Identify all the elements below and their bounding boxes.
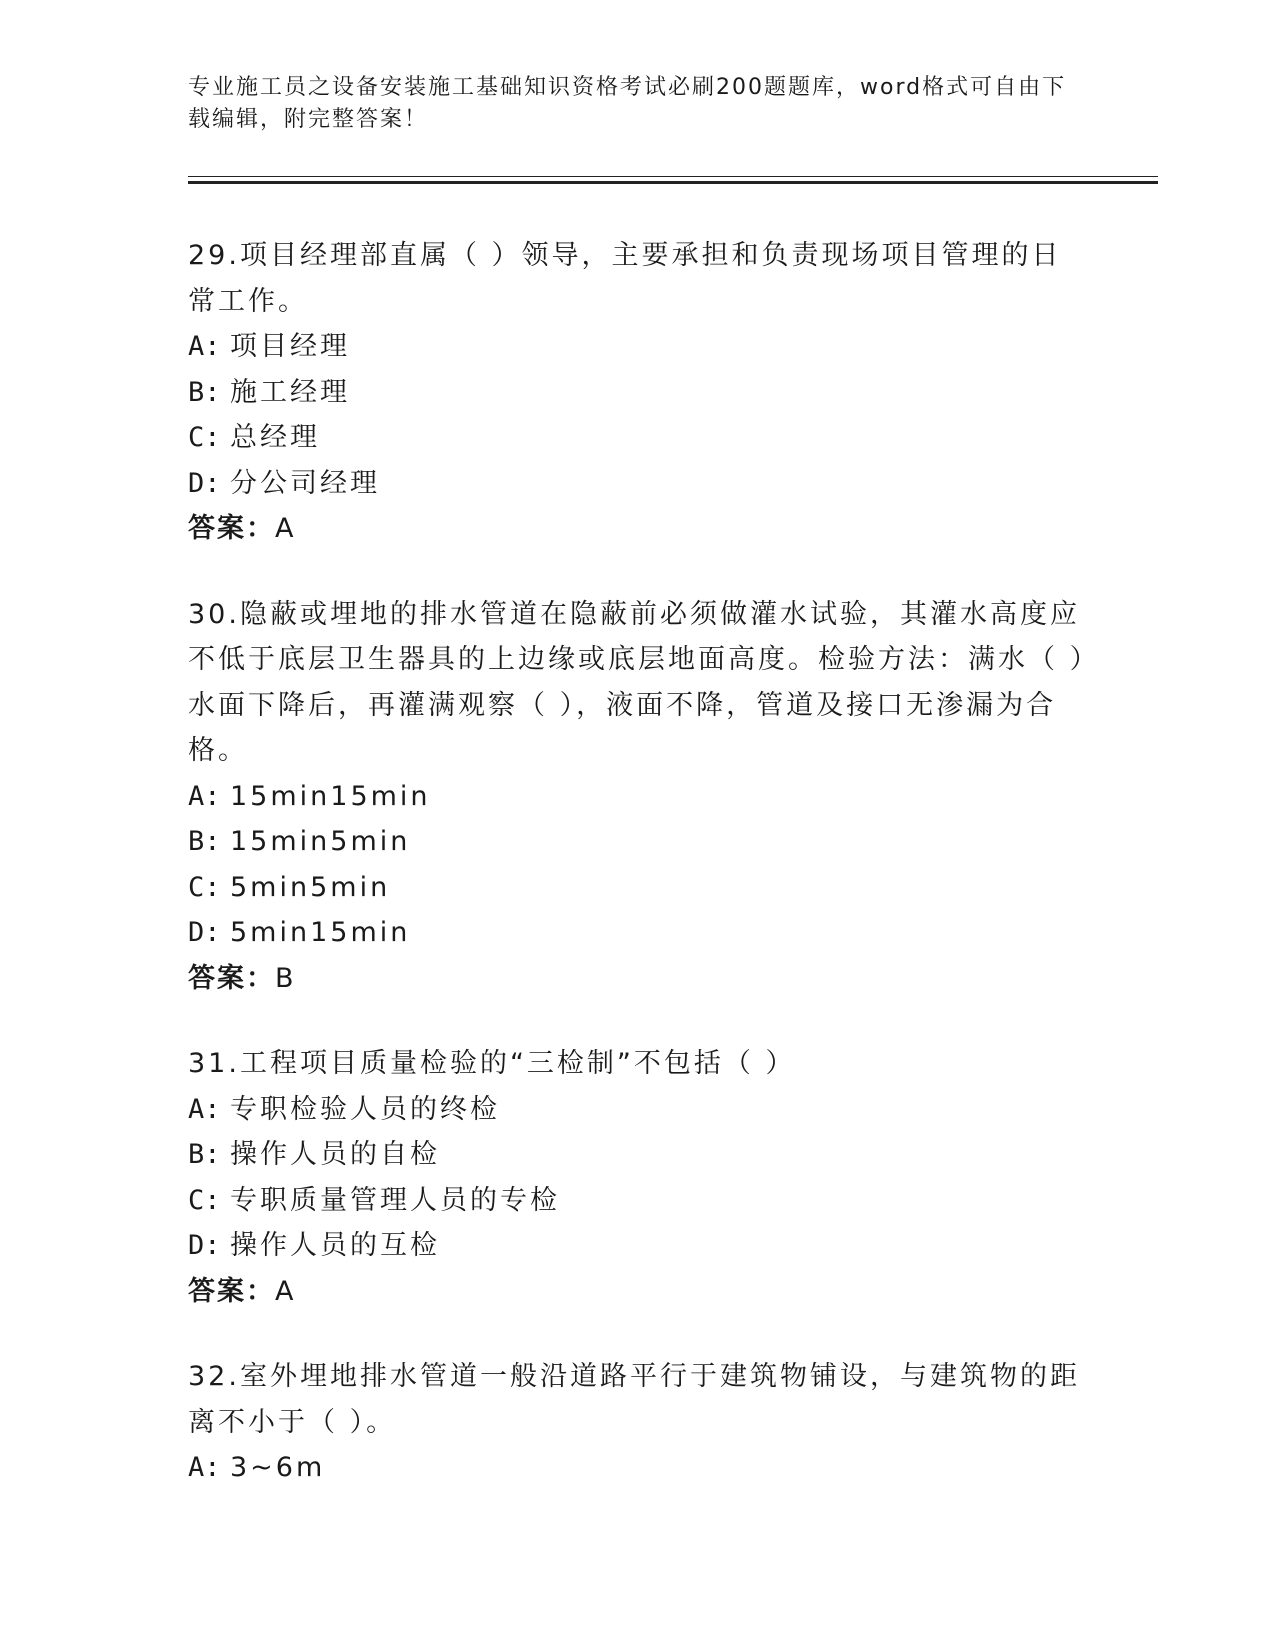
option-a [188,324,1088,370]
option-c [188,1178,1088,1224]
option-letter: A: [188,1093,221,1125]
option-value: 总经理 [230,422,320,453]
option-letter: C: [188,422,221,453]
question-text: 31.工程项目质量检验的“三检制”不包括（ ） [188,1048,796,1079]
option-d [188,461,1088,507]
option-letter: D: [188,467,221,499]
answer-separator: ： [246,962,275,994]
option-value: 项目经理 [230,331,350,362]
header-title: 专业施工员之设备安装施工基础知识资格考试必刷200题题库，word格式可自由下载编辑，附完整答案！ [188,75,1067,132]
option-value: 操作人员的自检 [230,1139,440,1170]
option-b [188,819,1088,865]
option-c [188,865,1088,911]
option-value: 15min5min [230,826,411,857]
answer-value: A [275,1275,296,1307]
option-a [188,1087,1088,1133]
option-value: 3~6m [230,1452,326,1483]
answer-line [188,506,1088,552]
header-divider-thin [188,176,1158,177]
option-a [188,774,1088,820]
page-header [188,72,1068,136]
question-text: 29.项目经理部直属（ ）领导，主要承担和负责现场项目管理的日常工作。 [188,240,1062,317]
option-b [188,370,1088,416]
option-value: 专职质量管理人员的专检 [230,1184,560,1216]
question-32 [188,1354,1088,1491]
answer-value: B [275,962,296,994]
answer-label: 答案 [188,513,246,544]
option-value: 施工经理 [230,376,350,408]
answer-label: 答案 [188,962,246,994]
answer-line [188,956,1088,1002]
option-value: 分公司经理 [230,467,380,499]
question-29 [188,233,1088,552]
option-value: 5min5min [230,871,391,903]
option-d [188,1223,1088,1269]
option-value: 15min15min [230,780,431,812]
question-text: 32.室外埋地排水管道一般沿道路平行于建筑物铺设，与建筑物的距离不小于（ ）。 [188,1361,1080,1438]
question-text: 30.隐蔽或埋地的排水管道在隐蔽前必须做灌水试验，其灌水高度应不低于底层卫生器具的上边缘或底层地面高度。检验方法：满水（ ）水面下降后，再灌满观察（ ），液面不降，管道及接口无渗漏为合格。 [188,598,1087,766]
option-letter: B: [188,376,221,408]
answer-value: A [275,513,296,544]
option-a [188,1445,1088,1491]
option-letter: B: [188,1139,221,1170]
option-letter: D: [188,1230,221,1261]
option-letter: A: [188,780,221,812]
option-value: 专职检验人员的终检 [230,1093,500,1125]
answer-label: 答案 [188,1275,246,1307]
header-divider-thick [188,181,1158,184]
question-list [188,233,1088,1531]
option-value: 5min15min [230,917,411,948]
option-letter: D: [188,917,221,948]
question-30 [188,592,1088,1002]
answer-line [188,1269,1088,1315]
option-letter: B: [188,826,221,857]
option-d [188,910,1088,956]
option-value: 操作人员的互检 [230,1230,440,1261]
answer-separator: ： [246,513,275,544]
answer-separator: ： [246,1275,275,1307]
option-letter: A: [188,1452,221,1483]
question-31 [188,1041,1088,1314]
option-b [188,1132,1088,1178]
option-letter: C: [188,871,221,903]
option-letter: A: [188,331,221,362]
option-c [188,415,1088,461]
option-letter: C: [188,1184,221,1216]
